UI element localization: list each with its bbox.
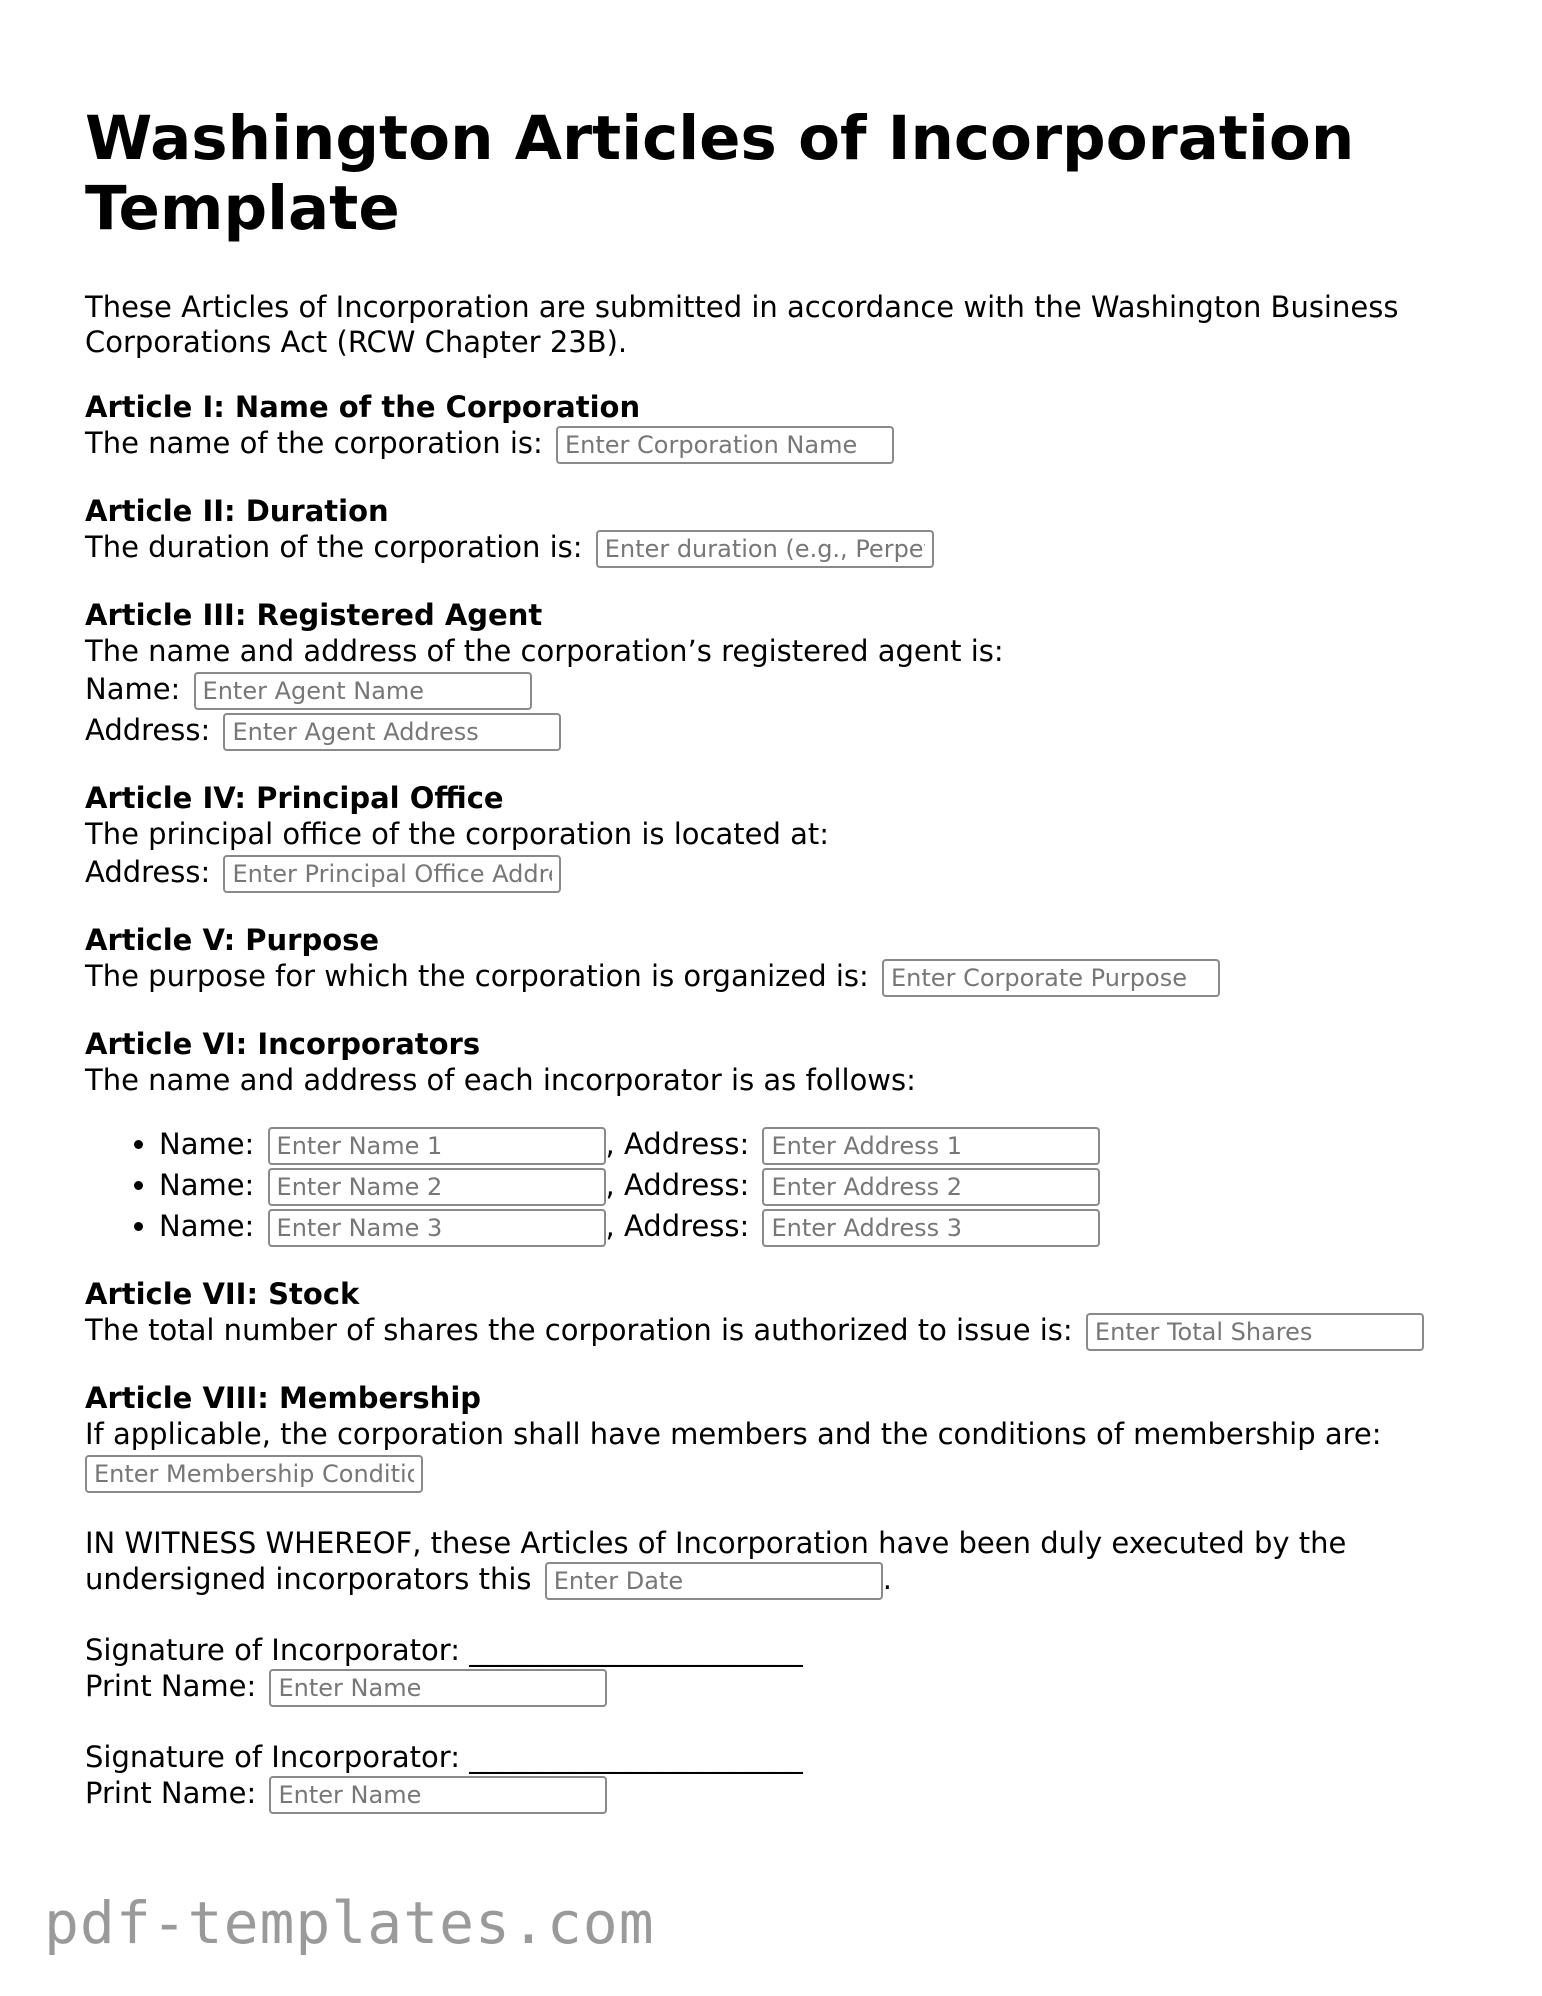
article-7-heading: Article VII: Stock bbox=[85, 1277, 360, 1311]
article-6-text: The name and address of each incorporator is as follows: bbox=[85, 1063, 916, 1097]
corporation-name-input[interactable] bbox=[556, 426, 894, 464]
article-4-heading: Article IV: Principal Office bbox=[85, 781, 504, 815]
print-name-input-2[interactable] bbox=[269, 1776, 607, 1814]
agent-address-input[interactable] bbox=[223, 713, 561, 751]
article-5-heading: Article V: Purpose bbox=[85, 923, 380, 957]
list-item bbox=[159, 1124, 1465, 1165]
article-7-section bbox=[85, 1276, 1465, 1351]
execution-date-input[interactable] bbox=[545, 1562, 883, 1600]
article-1-section bbox=[85, 389, 1465, 464]
article-1-text: The name of the corporation is: bbox=[85, 426, 543, 460]
list-item bbox=[159, 1206, 1465, 1247]
site-watermark: pdf-templates.com bbox=[44, 1889, 655, 1957]
incorporator-address-label: , Address: bbox=[605, 1209, 750, 1243]
corporate-purpose-input[interactable] bbox=[882, 959, 1220, 997]
signature-line-1: Signature of Incorporator: _______________________ bbox=[85, 1633, 803, 1667]
print-name-input-1[interactable] bbox=[269, 1669, 607, 1707]
principal-office-address-label: Address: bbox=[85, 855, 211, 889]
agent-name-label: Name: bbox=[85, 672, 181, 706]
incorporators-list bbox=[85, 1124, 1465, 1247]
incorporator-1-address-input[interactable] bbox=[762, 1127, 1100, 1165]
article-3-section bbox=[85, 597, 1465, 751]
incorporator-address-label: , Address: bbox=[605, 1168, 750, 1202]
article-8-text: If applicable, the corporation shall have members and the conditions of membership are: bbox=[85, 1417, 1382, 1451]
article-1-heading: Article I: Name of the Corporation bbox=[85, 390, 641, 424]
witness-paragraph bbox=[85, 1525, 1465, 1600]
incorporator-2-name-input[interactable] bbox=[268, 1168, 606, 1206]
document-title: Washington Articles of Incorporation Template bbox=[85, 103, 1355, 244]
witness-text: IN WITNESS WHEREOF, these Articles of Incorporation have been duly executed by the undersigned incorporators this bbox=[85, 1526, 1347, 1596]
article-4-text: The principal office of the corporation is located at: bbox=[85, 817, 830, 851]
duration-input[interactable] bbox=[596, 530, 934, 568]
incorporator-address-label: , Address: bbox=[605, 1127, 750, 1161]
article-2-section bbox=[85, 493, 1465, 568]
article-8-heading: Article VIII: Membership bbox=[85, 1381, 482, 1415]
article-2-text: The duration of the corporation is: bbox=[85, 530, 583, 564]
article-3-text: The name and address of the corporation’s registered agent is: bbox=[85, 634, 1004, 668]
list-item bbox=[159, 1165, 1465, 1206]
article-6-heading: Article VI: Incorporators bbox=[85, 1027, 481, 1061]
incorporator-name-label: Name: bbox=[159, 1209, 255, 1243]
print-name-label-2: Print Name: bbox=[85, 1776, 257, 1810]
incorporator-3-address-input[interactable] bbox=[762, 1209, 1100, 1247]
signature-line-2: Signature of Incorporator: _______________________ bbox=[85, 1740, 803, 1774]
signature-block-2 bbox=[85, 1739, 1465, 1814]
total-shares-input[interactable] bbox=[1086, 1313, 1424, 1351]
intro-paragraph: These Articles of Incorporation are submitted in accordance with the Washington Business Corporations Act (RCW Chapter 23B). bbox=[85, 290, 1399, 359]
article-7-text: The total number of shares the corporation is authorized to issue is: bbox=[85, 1313, 1073, 1347]
article-8-section bbox=[85, 1380, 1465, 1493]
article-4-section bbox=[85, 780, 1465, 893]
print-name-label-1: Print Name: bbox=[85, 1669, 257, 1703]
principal-office-address-input[interactable] bbox=[223, 855, 561, 893]
incorporator-name-label: Name: bbox=[159, 1127, 255, 1161]
agent-address-label: Address: bbox=[85, 713, 211, 747]
signature-block-1 bbox=[85, 1632, 1465, 1707]
incorporator-2-address-input[interactable] bbox=[762, 1168, 1100, 1206]
incorporator-name-label: Name: bbox=[159, 1168, 255, 1202]
article-5-section bbox=[85, 922, 1465, 997]
document-page bbox=[85, 104, 1465, 1814]
article-2-heading: Article II: Duration bbox=[85, 494, 389, 528]
article-6-section bbox=[85, 1026, 1465, 1247]
witness-period: . bbox=[882, 1562, 892, 1596]
incorporator-1-name-input[interactable] bbox=[268, 1127, 606, 1165]
article-5-text: The purpose for which the corporation is organized is: bbox=[85, 959, 869, 993]
article-3-heading: Article III: Registered Agent bbox=[85, 598, 543, 632]
membership-conditions-input[interactable] bbox=[85, 1455, 423, 1493]
agent-name-input[interactable] bbox=[194, 672, 532, 710]
incorporator-3-name-input[interactable] bbox=[268, 1209, 606, 1247]
